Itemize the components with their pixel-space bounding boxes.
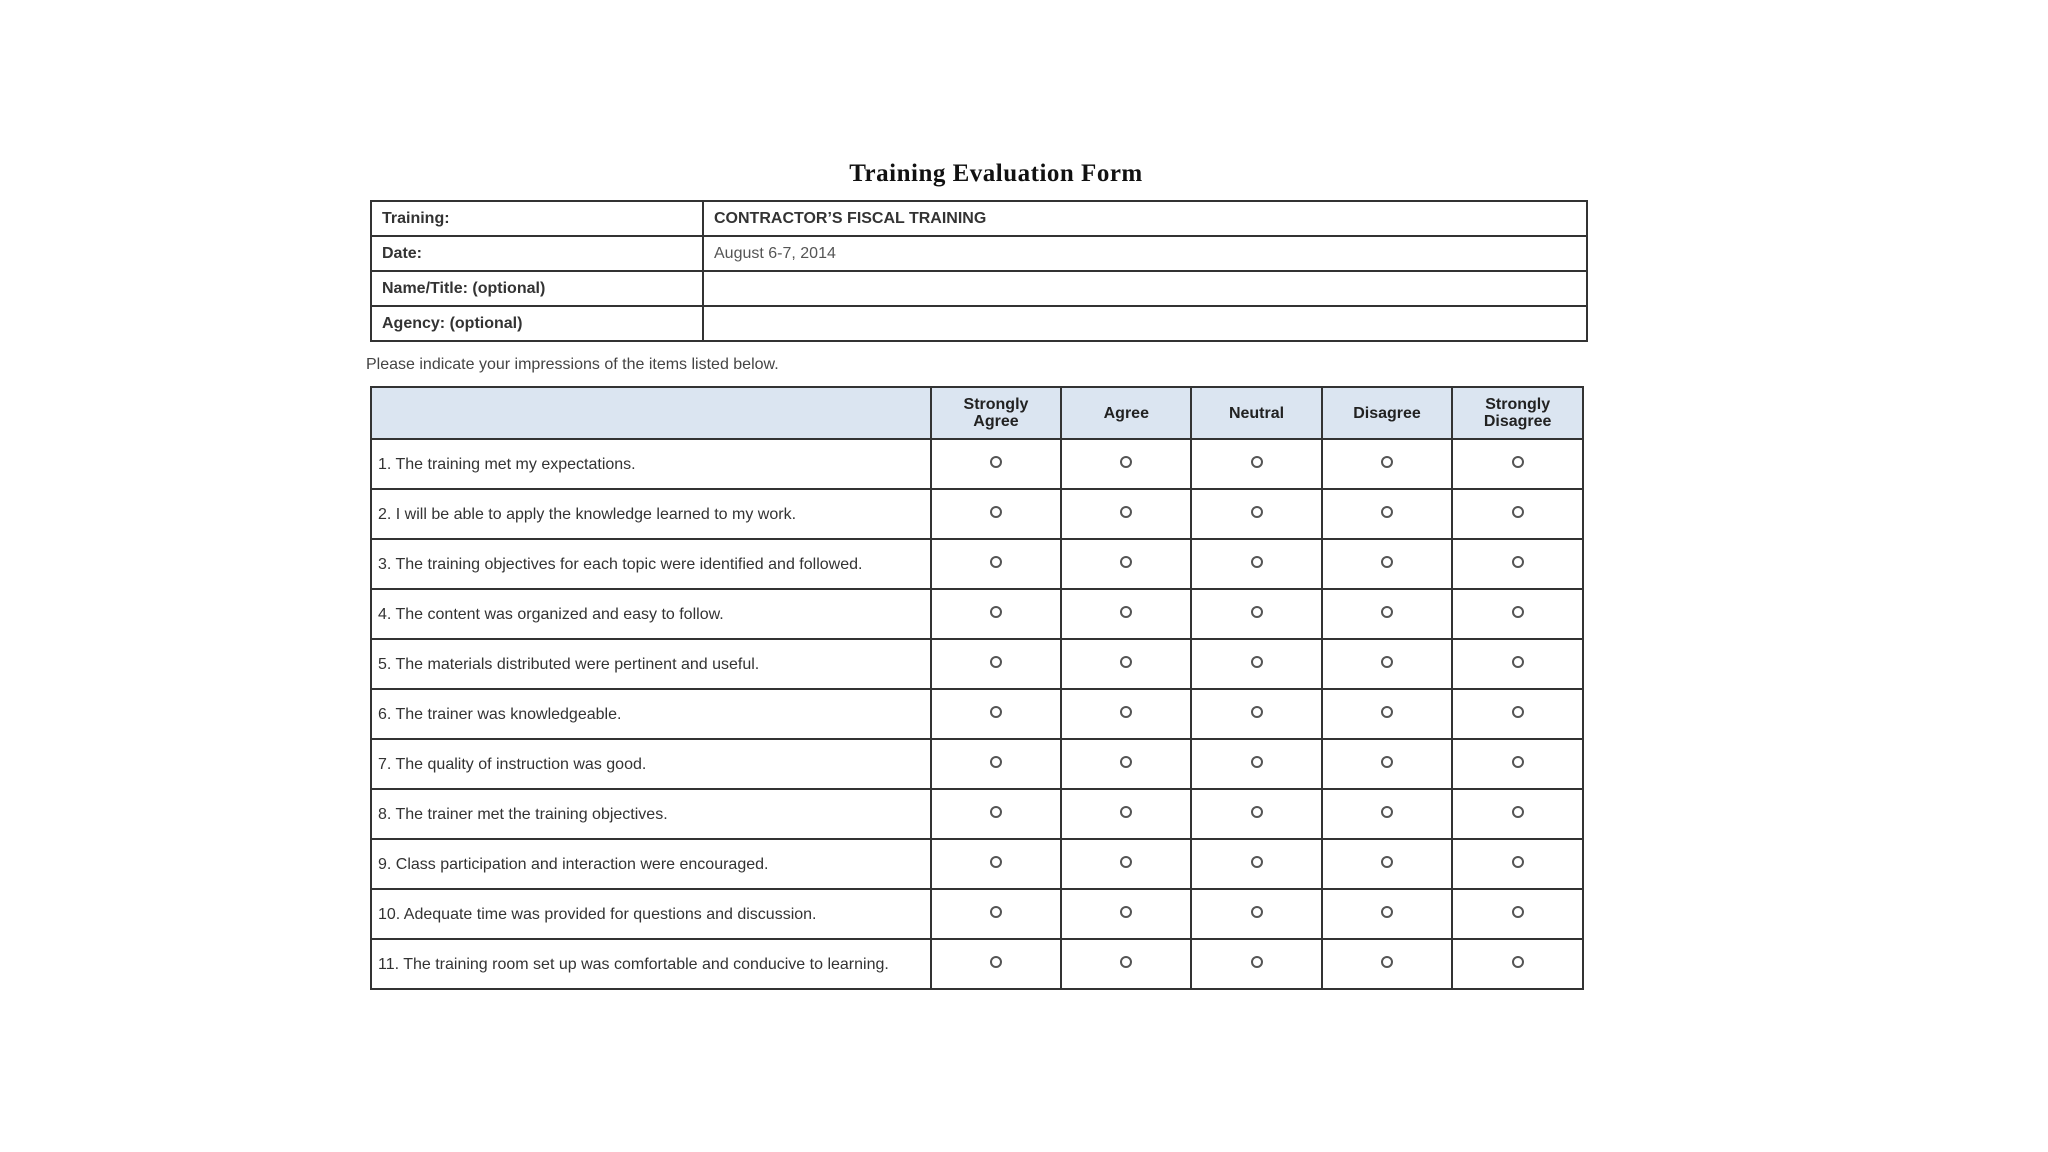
info-label: Name/Title: (optional) bbox=[371, 271, 703, 306]
table-row bbox=[371, 489, 1583, 539]
statement-cell bbox=[371, 739, 931, 789]
statement-cell bbox=[371, 839, 931, 889]
rating-cell-strongly-disagree bbox=[1452, 739, 1583, 789]
radio-disagree[interactable] bbox=[1381, 656, 1393, 668]
radio-neutral[interactable] bbox=[1251, 856, 1263, 868]
statement-text: 7. The quality of instruction was good. bbox=[378, 755, 647, 773]
radio-disagree[interactable] bbox=[1381, 756, 1393, 768]
rating-cell-agree bbox=[1061, 889, 1191, 939]
rating-cell-strongly-agree bbox=[931, 839, 1062, 889]
radio-neutral[interactable] bbox=[1251, 956, 1263, 968]
radio-disagree[interactable] bbox=[1381, 806, 1393, 818]
radio-agree[interactable] bbox=[1120, 456, 1132, 468]
radio-disagree[interactable] bbox=[1381, 956, 1393, 968]
rating-cell-strongly-disagree bbox=[1452, 489, 1583, 539]
name-title-field[interactable] bbox=[703, 271, 1587, 306]
table-row bbox=[371, 739, 1583, 789]
column-header-line: Disagree bbox=[1483, 413, 1552, 430]
radio-neutral[interactable] bbox=[1251, 456, 1263, 468]
evaluation-body bbox=[371, 439, 1583, 989]
agency-field[interactable] bbox=[703, 306, 1587, 341]
statement-cell bbox=[371, 639, 931, 689]
statement-text: 10. Adequate time was provided for questions and discussion. bbox=[378, 905, 817, 923]
statement-text: 9. Class participation and interaction were encouraged. bbox=[378, 855, 769, 873]
radio-disagree[interactable] bbox=[1381, 706, 1393, 718]
statement-cell bbox=[371, 589, 931, 639]
radio-strongly-disagree[interactable] bbox=[1512, 656, 1524, 668]
table-row bbox=[371, 939, 1583, 989]
column-header-strongly-agree bbox=[931, 387, 1062, 439]
instruction-text: Please indicate your impressions of the items listed below. bbox=[366, 356, 779, 373]
rating-cell-neutral bbox=[1191, 739, 1321, 789]
radio-strongly-agree[interactable] bbox=[990, 456, 1002, 468]
rating-cell-neutral bbox=[1191, 639, 1321, 689]
rating-cell-strongly-disagree bbox=[1452, 939, 1583, 989]
rating-cell-strongly-disagree bbox=[1452, 839, 1583, 889]
rating-cell-strongly-agree bbox=[931, 739, 1062, 789]
statement-text: 11. The training room set up was comfortable and conducive to learning. bbox=[378, 955, 889, 973]
radio-agree[interactable] bbox=[1120, 906, 1132, 918]
column-header-line: Strongly bbox=[1485, 396, 1551, 413]
statement-text: 8. The trainer met the training objectives. bbox=[378, 805, 668, 823]
info-row-training bbox=[371, 201, 1587, 236]
radio-strongly-disagree[interactable] bbox=[1512, 956, 1524, 968]
rating-cell-neutral bbox=[1191, 589, 1321, 639]
radio-strongly-agree[interactable] bbox=[990, 556, 1002, 568]
rating-cell-strongly-agree bbox=[931, 689, 1062, 739]
rating-cell-neutral bbox=[1191, 689, 1321, 739]
radio-strongly-disagree[interactable] bbox=[1512, 756, 1524, 768]
radio-neutral[interactable] bbox=[1251, 706, 1263, 718]
rating-cell-neutral bbox=[1191, 889, 1321, 939]
column-header-agree bbox=[1061, 387, 1191, 439]
rating-cell-strongly-agree bbox=[931, 589, 1062, 639]
radio-neutral[interactable] bbox=[1251, 756, 1263, 768]
radio-strongly-agree[interactable] bbox=[990, 756, 1002, 768]
rating-cell-strongly-disagree bbox=[1452, 589, 1583, 639]
radio-strongly-agree[interactable] bbox=[990, 956, 1002, 968]
radio-strongly-disagree[interactable] bbox=[1512, 456, 1524, 468]
rating-cell-agree bbox=[1061, 639, 1191, 689]
header-blank-cell bbox=[371, 387, 931, 439]
rating-cell-agree bbox=[1061, 539, 1191, 589]
rating-cell-strongly-disagree bbox=[1452, 889, 1583, 939]
rating-cell-strongly-disagree bbox=[1452, 639, 1583, 689]
radio-strongly-disagree[interactable] bbox=[1512, 906, 1524, 918]
rating-cell-disagree bbox=[1322, 639, 1453, 689]
rating-cell-strongly-agree bbox=[931, 789, 1062, 839]
rating-cell-strongly-agree bbox=[931, 439, 1062, 489]
statement-text: 5. The materials distributed were pertinent and useful. bbox=[378, 655, 760, 673]
radio-agree[interactable] bbox=[1120, 956, 1132, 968]
radio-agree[interactable] bbox=[1120, 756, 1132, 768]
info-value-training[interactable]: CONTRACTOR’S FISCAL TRAINING bbox=[703, 201, 1587, 236]
table-row bbox=[371, 839, 1583, 889]
column-header-disagree bbox=[1322, 387, 1453, 439]
statement-text: 6. The trainer was knowledgeable. bbox=[378, 705, 622, 723]
rating-cell-disagree bbox=[1322, 939, 1453, 989]
evaluation-table bbox=[370, 386, 1584, 990]
radio-neutral[interactable] bbox=[1251, 656, 1263, 668]
radio-strongly-agree[interactable] bbox=[990, 506, 1002, 518]
statement-text: 4. The content was organized and easy to follow. bbox=[378, 605, 724, 623]
radio-disagree[interactable] bbox=[1381, 606, 1393, 618]
radio-neutral[interactable] bbox=[1251, 506, 1263, 518]
info-row-date bbox=[371, 236, 1587, 271]
radio-strongly-disagree[interactable] bbox=[1512, 506, 1524, 518]
table-row bbox=[371, 789, 1583, 839]
table-row bbox=[371, 639, 1583, 689]
table-row bbox=[371, 889, 1583, 939]
rating-cell-agree bbox=[1061, 689, 1191, 739]
radio-agree[interactable] bbox=[1120, 656, 1132, 668]
rating-cell-disagree bbox=[1322, 489, 1453, 539]
radio-agree[interactable] bbox=[1120, 706, 1132, 718]
rating-cell-disagree bbox=[1322, 839, 1453, 889]
rating-cell-strongly-disagree bbox=[1452, 439, 1583, 489]
rating-cell-neutral bbox=[1191, 489, 1321, 539]
rating-cell-strongly-agree bbox=[931, 889, 1062, 939]
radio-agree[interactable] bbox=[1120, 606, 1132, 618]
radio-agree[interactable] bbox=[1120, 806, 1132, 818]
rating-cell-strongly-agree bbox=[931, 639, 1062, 689]
statement-text: 3. The training objectives for each topic were identified and followed. bbox=[378, 555, 863, 573]
statement-cell bbox=[371, 939, 931, 989]
rating-cell-disagree bbox=[1322, 539, 1453, 589]
form-title: Training Evaluation Form bbox=[849, 160, 1143, 187]
evaluation-header-row bbox=[371, 387, 1583, 439]
info-label: Date: bbox=[371, 236, 703, 271]
rating-cell-disagree bbox=[1322, 889, 1453, 939]
table-row bbox=[371, 589, 1583, 639]
column-header-strongly-disagree bbox=[1452, 387, 1583, 439]
rating-cell-neutral bbox=[1191, 439, 1321, 489]
rating-cell-agree bbox=[1061, 439, 1191, 489]
radio-strongly-disagree[interactable] bbox=[1512, 606, 1524, 618]
statement-cell bbox=[371, 789, 931, 839]
statement-cell bbox=[371, 489, 931, 539]
rating-cell-agree bbox=[1061, 589, 1191, 639]
table-row bbox=[371, 689, 1583, 739]
info-label: Training: bbox=[371, 201, 703, 236]
radio-disagree[interactable] bbox=[1381, 556, 1393, 568]
radio-agree[interactable] bbox=[1120, 856, 1132, 868]
radio-neutral[interactable] bbox=[1251, 606, 1263, 618]
rating-cell-agree bbox=[1061, 789, 1191, 839]
radio-neutral[interactable] bbox=[1251, 806, 1263, 818]
rating-cell-neutral bbox=[1191, 839, 1321, 889]
radio-neutral[interactable] bbox=[1251, 556, 1263, 568]
rating-cell-agree bbox=[1061, 939, 1191, 989]
radio-disagree[interactable] bbox=[1381, 506, 1393, 518]
rating-cell-agree bbox=[1061, 739, 1191, 789]
rating-cell-strongly-disagree bbox=[1452, 539, 1583, 589]
rating-cell-strongly-agree bbox=[931, 489, 1062, 539]
radio-agree[interactable] bbox=[1120, 556, 1132, 568]
rating-cell-strongly-disagree bbox=[1452, 789, 1583, 839]
statement-text: 2. I will be able to apply the knowledge learned to my work. bbox=[378, 505, 797, 523]
statement-cell bbox=[371, 689, 931, 739]
column-header-line: Neutral bbox=[1228, 404, 1285, 422]
info-table bbox=[370, 200, 1588, 342]
radio-strongly-disagree[interactable] bbox=[1512, 806, 1524, 818]
info-label: Agency: (optional) bbox=[371, 306, 703, 341]
radio-strongly-agree[interactable] bbox=[990, 806, 1002, 818]
rating-cell-neutral bbox=[1191, 939, 1321, 989]
radio-neutral[interactable] bbox=[1251, 906, 1263, 918]
radio-strongly-disagree[interactable] bbox=[1512, 556, 1524, 568]
column-header-neutral bbox=[1191, 387, 1321, 439]
rating-cell-disagree bbox=[1322, 439, 1453, 489]
rating-cell-strongly-agree bbox=[931, 939, 1062, 989]
radio-strongly-agree[interactable] bbox=[990, 906, 1002, 918]
radio-strongly-agree[interactable] bbox=[990, 706, 1002, 718]
rating-cell-agree bbox=[1061, 839, 1191, 889]
table-row bbox=[371, 539, 1583, 589]
statement-cell bbox=[371, 539, 931, 589]
radio-disagree[interactable] bbox=[1381, 906, 1393, 918]
radio-agree[interactable] bbox=[1120, 506, 1132, 518]
column-header-line: Strongly bbox=[963, 396, 1029, 413]
info-row-agency bbox=[371, 306, 1587, 341]
statement-cell bbox=[371, 889, 931, 939]
radio-strongly-agree[interactable] bbox=[990, 656, 1002, 668]
radio-disagree[interactable] bbox=[1381, 456, 1393, 468]
rating-cell-neutral bbox=[1191, 789, 1321, 839]
rating-cell-disagree bbox=[1322, 789, 1453, 839]
radio-disagree[interactable] bbox=[1381, 856, 1393, 868]
rating-cell-neutral bbox=[1191, 539, 1321, 589]
radio-strongly-agree[interactable] bbox=[990, 856, 1002, 868]
table-row bbox=[371, 439, 1583, 489]
rating-cell-disagree bbox=[1322, 589, 1453, 639]
column-header-line: Agree bbox=[1103, 404, 1149, 422]
radio-strongly-disagree[interactable] bbox=[1512, 856, 1524, 868]
info-row-name-title bbox=[371, 271, 1587, 306]
rating-cell-strongly-agree bbox=[931, 539, 1062, 589]
rating-cell-disagree bbox=[1322, 739, 1453, 789]
info-value-date[interactable]: August 6-7, 2014 bbox=[703, 236, 1587, 271]
column-header-line: Disagree bbox=[1353, 404, 1421, 422]
column-header-line: Agree bbox=[973, 413, 1019, 430]
statement-text: 1. The training met my expectations. bbox=[378, 455, 636, 473]
rating-cell-agree bbox=[1061, 489, 1191, 539]
rating-cell-disagree bbox=[1322, 689, 1453, 739]
statement-cell bbox=[371, 439, 931, 489]
rating-cell-strongly-disagree bbox=[1452, 689, 1583, 739]
radio-strongly-agree[interactable] bbox=[990, 606, 1002, 618]
form-page bbox=[366, 160, 1596, 990]
radio-strongly-disagree[interactable] bbox=[1512, 706, 1524, 718]
